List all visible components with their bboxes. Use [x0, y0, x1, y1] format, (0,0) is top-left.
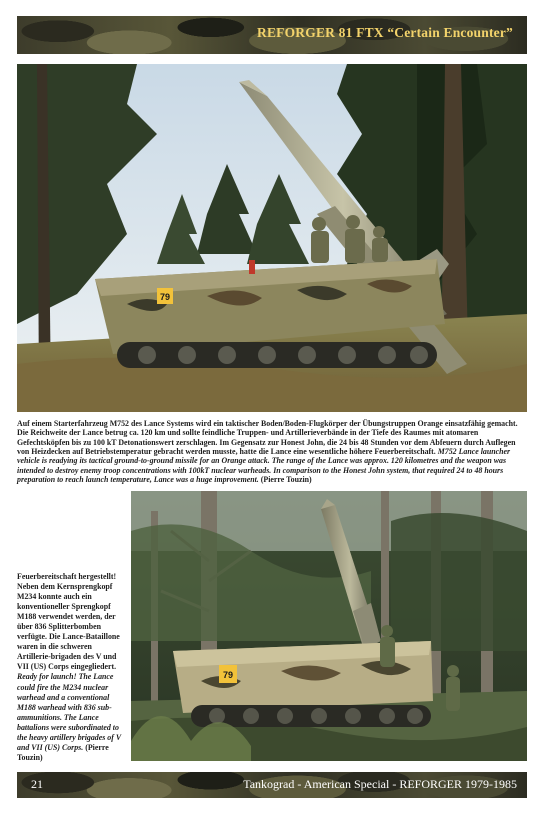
header-band [17, 16, 527, 54]
caption-side-english: Ready for launch! The Lance could fire the M234 nuclear warhead and a conventional M188 warhead with 836 sub-ammunitions. The Lance battalions were subordinated to the heavy artillery brigades of V and VII (US) Corps. [17, 672, 121, 752]
caption-top [17, 419, 529, 484]
caption-top-english: M752 Lance launcher vehicle is readying its tactical ground-to-ground missile for an Orange attack. The range of the Lance was approx. 120 kilometres and the weapon was intended to destroy enemy troop concentrations with 100kT nuclear warheads. In comparison to the Honest John system, that required 24 to 48 hours preparation to reach launch temperature, Lance was a huge improvement. [17, 447, 511, 485]
page-number: 21 [31, 777, 43, 791]
photo-lance-ready [131, 491, 527, 761]
photo-lance-launcher [17, 64, 527, 412]
page-header-title: REFORGER 81 FTX “Certain Encounter” [257, 25, 513, 40]
caption-side [17, 572, 127, 763]
footer-publication-title: Tankograd - American Special - REFORGER 1979-1985 [243, 777, 517, 791]
footer-band [17, 772, 527, 798]
caption-side-credit: (Pierre Touzin) [17, 742, 109, 762]
vehicle-number-top: 79 [159, 292, 171, 302]
caption-side-german: Feuerbereitschaft hergestellt! Neben dem Kernsprengkopf M234 konnte auch ein konventioneller Sprengkopf M188 verwendet werden, der über 836 Splitterbomben verfügte. Die Lance-Bataillone waren in die schweren Artillerie-brigaden des V und VII (US) Corps eingegliedert. [17, 572, 120, 672]
vehicle-number-bottom: 79 [222, 670, 234, 680]
caption-top-german: Auf einem Starterfahrzeug M752 des Lance Systems wird ein taktischer Boden/Boden-Flugkörper der Übungstruppen Orange einsatzfähig gemacht. Die Reichweite der Lance betrug ca. 120 km und sollte feindliche Truppen- und Artillerieverbände in der Tiefe des Raumes mit atomaren Gefechtsköpfen bis zu 100 kT Detonationswert zerschlagen. Im Gegensatz zur Honest John, die 24 bis 48 Stunden vor dem Abfeuern durch Auflegen von Heizdecken auf Betriebstemperatur gebracht werden musste, hatte die Lance eine wesentliche höhere Feuerbereitschaft. [17, 419, 518, 457]
caption-top-credit: (Pierre Touzin) [260, 475, 312, 485]
